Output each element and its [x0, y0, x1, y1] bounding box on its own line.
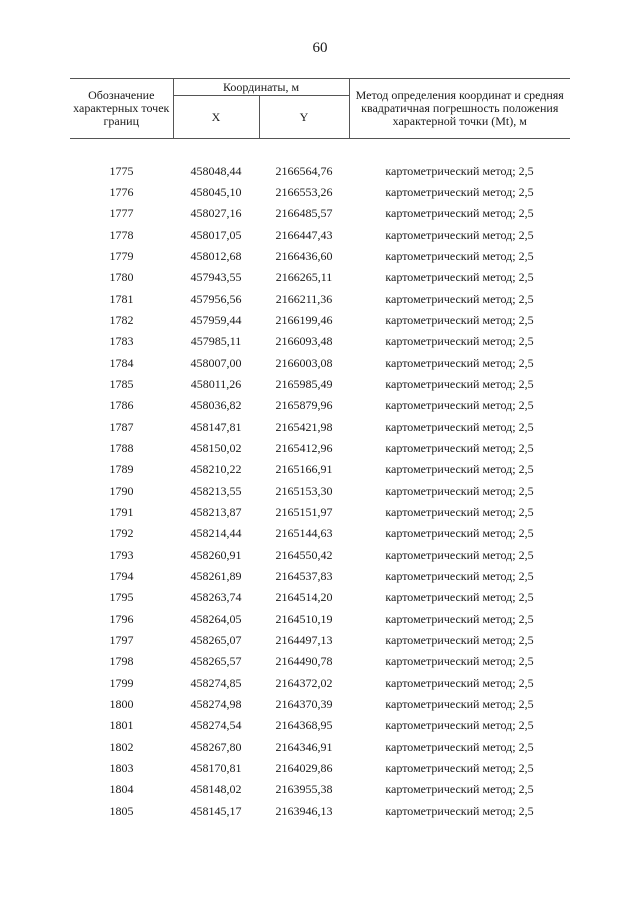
cell-y: 2166093,48	[275, 334, 333, 349]
cell-x: 458263,74	[190, 590, 242, 605]
cell-point-id: 1802	[109, 739, 134, 754]
cell-point-id: 1778	[109, 227, 134, 242]
cell-x: 458264,05	[190, 611, 242, 626]
cell-method: картометрический метод; 2,5	[385, 761, 534, 776]
cell-point-id: 1789	[109, 462, 134, 477]
cell-method: картометрический метод; 2,5	[385, 248, 534, 263]
cell-x: 457943,55	[190, 270, 242, 285]
cell-y: 2166447,43	[275, 227, 333, 242]
cell-y: 2166265,11	[275, 270, 333, 285]
cell-method: картометрический метод; 2,5	[385, 227, 534, 242]
table-row	[70, 651, 570, 672]
table-row	[70, 673, 570, 694]
cell-y: 2163955,38	[275, 782, 333, 797]
page-number: 60	[312, 40, 328, 56]
cell-x: 458265,57	[190, 654, 242, 669]
cell-y: 2166003,08	[275, 355, 333, 370]
cell-y: 2165166,91	[275, 462, 333, 477]
table-row	[70, 224, 570, 245]
cell-x: 458214,44	[190, 526, 242, 541]
cell-x: 458036,82	[190, 398, 242, 413]
cell-point-id: 1790	[109, 483, 134, 498]
header-coordinates: Координаты, м	[173, 79, 349, 96]
cell-y: 2164370,39	[275, 697, 333, 712]
table-row	[70, 545, 570, 566]
table-row	[70, 374, 570, 395]
cell-method: картометрический метод; 2,5	[385, 590, 534, 605]
cell-point-id: 1782	[109, 312, 134, 327]
cell-x: 458274,54	[190, 718, 242, 733]
table-row	[70, 310, 570, 331]
cell-x: 458274,85	[190, 675, 242, 690]
cell-method: картометрический метод; 2,5	[385, 697, 534, 712]
cell-x: 458027,16	[190, 206, 242, 221]
cell-point-id: 1779	[109, 248, 134, 263]
cell-y: 2164346,91	[275, 739, 333, 754]
cell-method: картометрический метод; 2,5	[385, 184, 534, 199]
cell-x: 458267,80	[190, 739, 242, 754]
cell-x: 458261,89	[190, 569, 242, 584]
table-row	[70, 246, 570, 267]
cell-y: 2165879,96	[275, 398, 333, 413]
cell-point-id: 1792	[109, 526, 134, 541]
table-row	[70, 737, 570, 758]
cell-point-id: 1805	[109, 803, 134, 818]
cell-method: картометрический метод; 2,5	[385, 611, 534, 626]
cell-point-id: 1784	[109, 355, 134, 370]
cell-y: 2165421,98	[275, 419, 333, 434]
cell-y: 2166211,36	[275, 291, 333, 306]
cell-method: картометрический метод; 2,5	[385, 376, 534, 391]
cell-point-id: 1798	[109, 654, 134, 669]
table-body	[70, 139, 570, 823]
header-point-designation: Обозначение характерных точек границ	[70, 79, 173, 139]
cell-y: 2166199,46	[275, 312, 333, 327]
cell-method: картометрический метод; 2,5	[385, 163, 534, 178]
cell-method: картометрический метод; 2,5	[385, 739, 534, 754]
cell-y: 2165412,96	[275, 440, 333, 455]
table-row	[70, 267, 570, 288]
cell-point-id: 1794	[109, 569, 134, 584]
cell-y: 2165153,30	[275, 483, 333, 498]
cell-method: картометрический метод; 2,5	[385, 355, 534, 370]
cell-method: картометрический метод; 2,5	[385, 440, 534, 455]
cell-point-id: 1801	[109, 718, 134, 733]
cell-point-id: 1776	[109, 184, 134, 199]
cell-point-id: 1797	[109, 633, 134, 648]
cell-point-id: 1804	[109, 782, 134, 797]
cell-x: 458017,05	[190, 227, 242, 242]
table-row	[70, 758, 570, 779]
cell-y: 2164537,83	[275, 569, 333, 584]
table-row	[70, 182, 570, 203]
cell-x: 458012,68	[190, 248, 242, 263]
cell-method: картометрический метод; 2,5	[385, 206, 534, 221]
cell-x: 458213,55	[190, 483, 242, 498]
cell-x: 458265,07	[190, 633, 242, 648]
cell-method: картометрический метод; 2,5	[385, 462, 534, 477]
cell-y: 2163946,13	[275, 803, 333, 818]
table-row	[70, 630, 570, 651]
table-row	[70, 801, 570, 822]
table-row	[70, 395, 570, 416]
table-row	[70, 203, 570, 224]
cell-point-id: 1800	[109, 697, 134, 712]
cell-point-id: 1775	[109, 163, 134, 178]
cell-point-id: 1793	[109, 547, 134, 562]
cell-x: 458210,22	[190, 462, 242, 477]
cell-method: картометрический метод; 2,5	[385, 547, 534, 562]
cell-y: 2164510,19	[275, 611, 333, 626]
cell-method: картометрический метод; 2,5	[385, 505, 534, 520]
cell-method: картометрический метод; 2,5	[385, 270, 534, 285]
cell-method: картометрический метод; 2,5	[385, 803, 534, 818]
cell-y: 2164372,02	[275, 675, 333, 690]
cell-y: 2164497,13	[275, 633, 333, 648]
cell-point-id: 1799	[109, 675, 134, 690]
table-row	[70, 502, 570, 523]
table-row	[70, 587, 570, 608]
cell-y: 2164029,86	[275, 761, 333, 776]
cell-x: 457956,56	[190, 291, 242, 306]
cell-method: картометрический метод; 2,5	[385, 675, 534, 690]
cell-y: 2166436,60	[275, 248, 333, 263]
cell-y: 2165144,63	[275, 526, 333, 541]
table-row	[70, 459, 570, 480]
table-header	[70, 79, 570, 139]
cell-point-id: 1780	[109, 270, 134, 285]
cell-point-id: 1795	[109, 590, 134, 605]
cell-point-id: 1788	[109, 440, 134, 455]
cell-y: 2164550,42	[275, 547, 333, 562]
header-y: Y	[259, 96, 349, 139]
cell-y: 2165985,49	[275, 376, 333, 391]
cell-y: 2164514,20	[275, 590, 333, 605]
cell-y: 2165151,97	[275, 505, 333, 520]
cell-y: 2166485,57	[275, 206, 333, 221]
table-row	[70, 609, 570, 630]
cell-method: картометрический метод; 2,5	[385, 718, 534, 733]
cell-y: 2164490,78	[275, 654, 333, 669]
table-row	[70, 779, 570, 800]
table-row	[70, 438, 570, 459]
cell-point-id: 1803	[109, 761, 134, 776]
cell-x: 458045,10	[190, 184, 242, 199]
header-x: X	[173, 96, 259, 139]
cell-method: картометрический метод; 2,5	[385, 398, 534, 413]
cell-x: 458048,44	[190, 163, 242, 178]
cell-method: картометрический метод; 2,5	[385, 291, 534, 306]
table-row	[70, 715, 570, 736]
cell-method: картометрический метод; 2,5	[385, 782, 534, 797]
cell-x: 458011,26	[190, 376, 242, 391]
cell-x: 458260,91	[190, 547, 242, 562]
header-method: Метод определения координат и средняя квадратичная погрешность положения характерной точки (Mt), м	[349, 79, 570, 139]
table-row	[70, 566, 570, 587]
cell-y: 2164368,95	[275, 718, 333, 733]
cell-x: 458170,81	[190, 761, 242, 776]
table-row	[70, 160, 570, 181]
cell-point-id: 1796	[109, 611, 134, 626]
cell-method: картометрический метод; 2,5	[385, 526, 534, 541]
cell-point-id: 1791	[109, 505, 134, 520]
coordinates-table	[70, 78, 570, 822]
cell-point-id: 1781	[109, 291, 134, 306]
table-row	[70, 416, 570, 437]
cell-point-id: 1777	[109, 206, 134, 221]
cell-x: 458213,87	[190, 505, 242, 520]
cell-point-id: 1783	[109, 334, 134, 349]
cell-y: 2166564,76	[275, 163, 333, 178]
cell-x: 458147,81	[190, 419, 242, 434]
cell-x: 458150,02	[190, 440, 242, 455]
cell-method: картометрический метод; 2,5	[385, 569, 534, 584]
cell-x: 458007,00	[190, 355, 242, 370]
cell-method: картометрический метод; 2,5	[385, 312, 534, 327]
table-row	[70, 288, 570, 309]
table-row	[70, 352, 570, 373]
cell-method: картометрический метод; 2,5	[385, 483, 534, 498]
cell-x: 458148,02	[190, 782, 242, 797]
cell-method: картометрический метод; 2,5	[385, 334, 534, 349]
cell-point-id: 1785	[109, 376, 134, 391]
table-row	[70, 694, 570, 715]
cell-method: картометрический метод; 2,5	[385, 633, 534, 648]
cell-x: 457959,44	[190, 312, 242, 327]
table-row	[70, 481, 570, 502]
table-row	[70, 523, 570, 544]
cell-method: картометрический метод; 2,5	[385, 419, 534, 434]
cell-method: картометрический метод; 2,5	[385, 654, 534, 669]
cell-point-id: 1787	[109, 419, 134, 434]
cell-point-id: 1786	[109, 398, 134, 413]
cell-x: 457985,11	[190, 334, 242, 349]
table-row	[70, 331, 570, 352]
cell-x: 458145,17	[190, 803, 242, 818]
cell-y: 2166553,26	[275, 184, 333, 199]
cell-x: 458274,98	[190, 697, 242, 712]
